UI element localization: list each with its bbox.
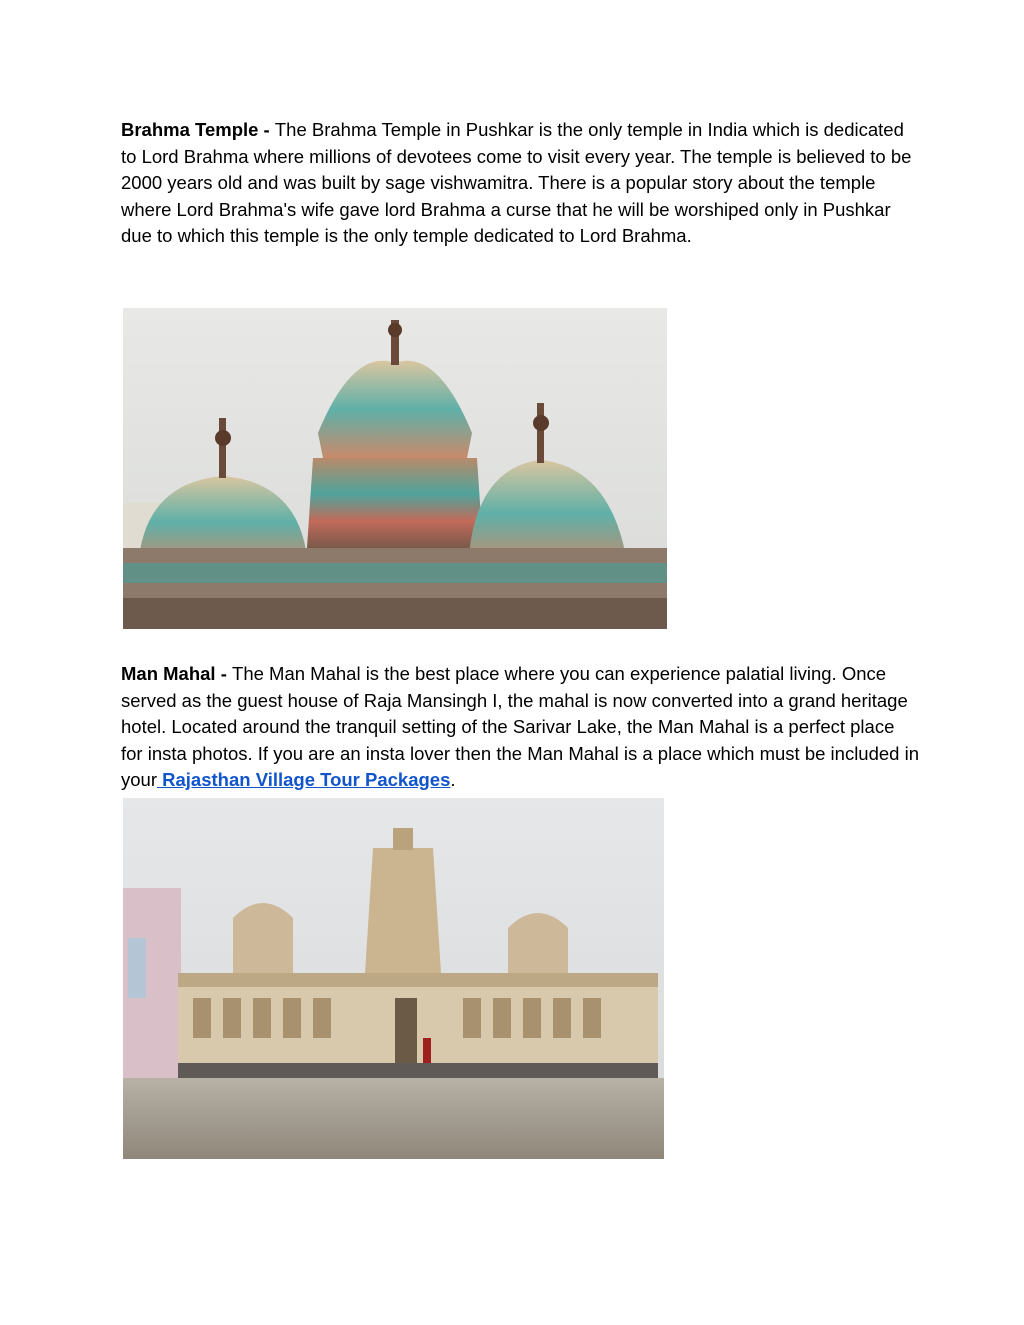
brahma-temple-photo [123, 308, 667, 629]
man-mahal-trailing: . [450, 769, 456, 790]
brahma-temple-paragraph [121, 117, 921, 250]
man-mahal-photo [123, 798, 664, 1159]
man-mahal-heading: Man Mahal - [121, 663, 233, 684]
man-mahal-paragraph [121, 661, 921, 794]
brahma-temple-body: The Brahma Temple in Pushkar is the only temple in India which is dedicated to Lord Brahma where millions of devotees come to visit every year. The temple is believed to be 2000 years old and was built by sage vishwamitra. There is a popular story about the temple where Lord Brahma's wife gave lord Brahma a curse that he will be worshiped only in Pushkar due to which this temple is the only temple dedicated to Lord Brahma. [121, 119, 912, 246]
rajasthan-village-tour-packages-link[interactable]: Rajasthan Village Tour Packages [157, 769, 451, 790]
brahma-temple-heading: Brahma Temple - [121, 119, 275, 140]
man-mahal-body: The Man Mahal is the best place where you can experience palatial living. Once served as the guest house of Raja Mansingh I, the mahal is now converted into a grand heritage hotel. Located around the tranquil setting of the Sarivar Lake, the Man Mahal is a perfect place for insta photos. If you are an insta lover then the Man Mahal is a place which must be included in your [121, 663, 920, 790]
